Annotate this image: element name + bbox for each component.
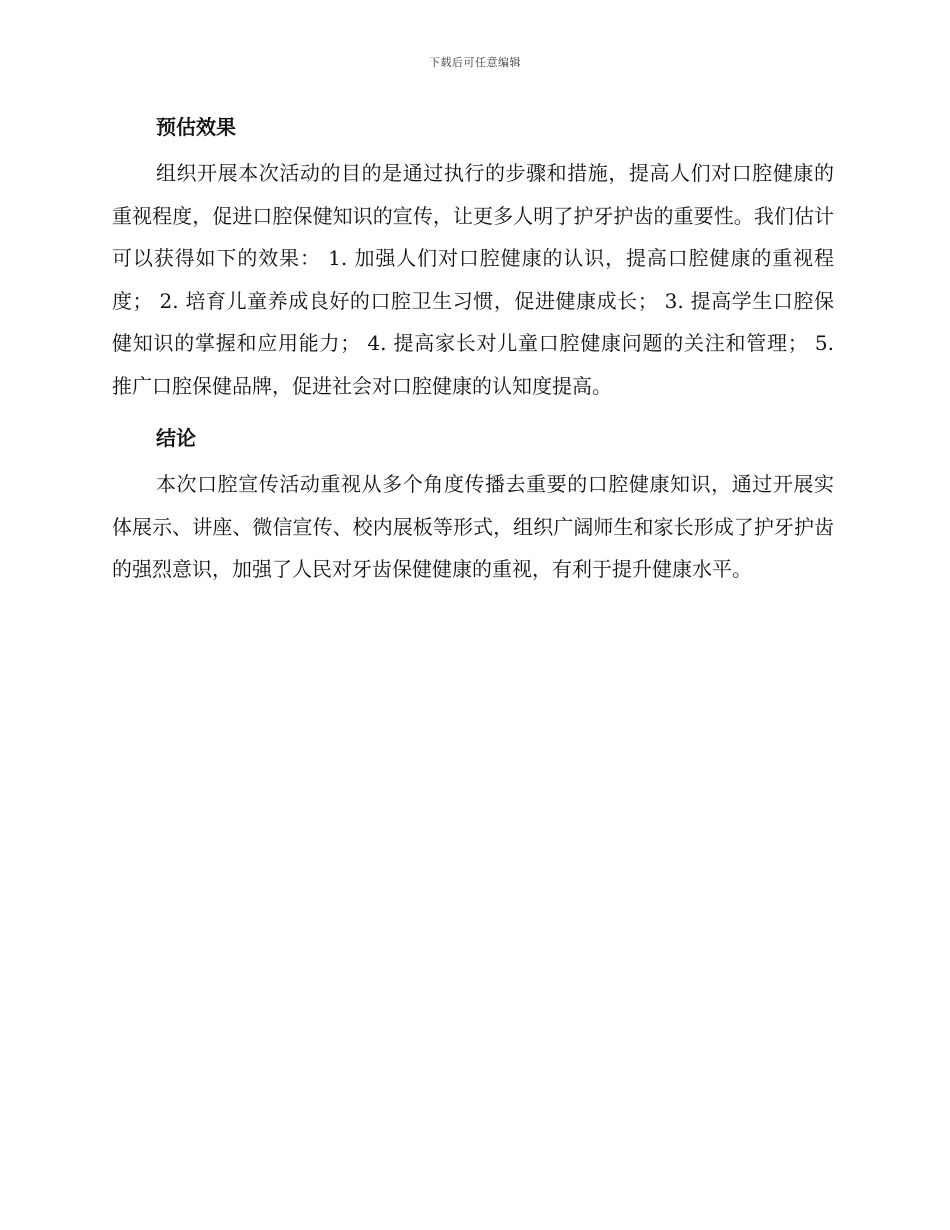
document-content xyxy=(112,110,834,591)
section-heading: 结论 xyxy=(156,426,196,450)
section-estimated-effect xyxy=(112,110,834,407)
section-paragraph: 组织开展本次活动的目的是通过执行的步骤和措施，提高人们对口腔健康的重视程度，促进口腔保健知识的宣传，让更多人明了护牙护齿的重要性。我们估计可以获得如下的效果： 1. 加强人们对口腔健康的认识，提高口腔健康的重视程度； 2. 培育儿童养成良好的口腔卫生习惯，促进健康成长； 3. 提高学生口腔保健知识的掌握和应用能力； 4. 提高家长对儿童口腔健康问题的关注和管理； 5. 推广口腔保健品牌，促进社会对口腔健康的认知度提高。 xyxy=(112,161,834,398)
section-conclusion xyxy=(112,421,834,591)
section-heading: 预估效果 xyxy=(156,115,236,139)
header-note: 下载后可任意编辑 xyxy=(429,56,521,69)
section-paragraph: 本次口腔宣传活动重视从多个角度传播去重要的口腔健康知识，通过开展实体展示、讲座、微信宣传、校内展板等形式，组织广阔师生和家长形成了护牙护齿的强烈意识，加强了人民对牙齿保健健康的重视，有利于提升健康水平。 xyxy=(112,472,834,581)
